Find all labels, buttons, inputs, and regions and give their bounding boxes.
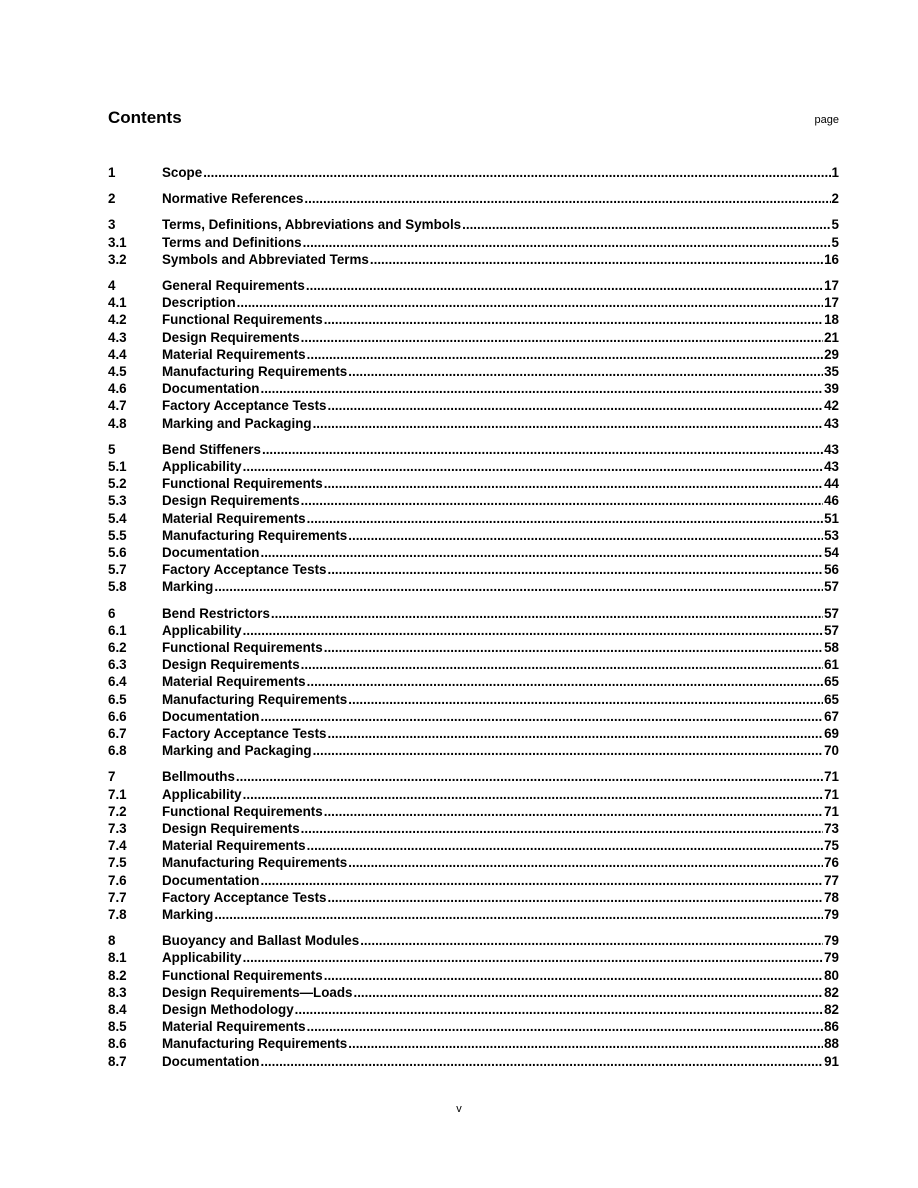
toc-entry-number: 8 <box>108 933 116 948</box>
toc-entry-page: 75 <box>824 838 839 853</box>
toc-entry-number: 3 <box>108 217 116 232</box>
toc-leader-dots <box>348 364 823 380</box>
toc-leader-dots <box>262 442 823 458</box>
toc-entry-title: Design Methodology <box>162 1002 294 1017</box>
toc-entry-number: 7.2 <box>108 804 127 819</box>
toc-entry[interactable] <box>108 579 839 595</box>
toc-entry[interactable] <box>108 416 839 432</box>
toc-entry[interactable] <box>108 217 839 233</box>
toc-entry-page: 57 <box>824 579 839 594</box>
toc-entry-page: 79 <box>824 933 839 948</box>
toc-entry-number: 8.6 <box>108 1036 127 1051</box>
toc-entry-page: 67 <box>824 709 839 724</box>
toc-entry-title: Material Requirements <box>162 511 306 526</box>
toc-entry-page: 18 <box>824 312 839 327</box>
toc-leader-dots <box>214 907 823 923</box>
toc-entry-page: 69 <box>824 726 839 741</box>
toc-leader-dots <box>307 674 823 690</box>
toc-entry-page: 71 <box>824 769 839 784</box>
toc-leader-dots <box>304 191 830 207</box>
toc-entry-number: 7.3 <box>108 821 127 836</box>
toc-entry[interactable] <box>108 838 839 854</box>
toc-entry-number: 5.8 <box>108 579 127 594</box>
toc-entry-title: Marking <box>162 907 214 922</box>
page-column-label: page <box>814 114 839 126</box>
toc-entry[interactable] <box>108 743 839 759</box>
toc-entry-number: 4 <box>108 278 116 293</box>
toc-entry-title: Documentation <box>162 709 260 724</box>
toc-entry-page: 86 <box>824 1019 839 1034</box>
toc-entry-number: 4.3 <box>108 330 127 345</box>
toc-entry[interactable] <box>108 545 839 561</box>
toc-entry-page: 61 <box>824 657 839 672</box>
toc-entry-title: Functional Requirements <box>162 804 323 819</box>
toc-entry-number: 7.6 <box>108 873 127 888</box>
toc-leader-dots <box>301 330 823 346</box>
toc-entry-page: 35 <box>824 364 839 379</box>
toc-entry-page: 79 <box>824 907 839 922</box>
toc-entry-number: 5.4 <box>108 511 127 526</box>
toc-leader-dots <box>260 1054 823 1070</box>
toc-entry-page: 57 <box>824 623 839 638</box>
toc-entry-number: 4.8 <box>108 416 127 431</box>
toc-entry[interactable] <box>108 1054 839 1070</box>
toc-entry-number: 6.1 <box>108 623 127 638</box>
toc-entry-number: 4.1 <box>108 295 127 310</box>
toc-entry-title: Buoyancy and Ballast Modules <box>162 933 360 948</box>
toc-entry-number: 7.8 <box>108 907 127 922</box>
toc-leader-dots <box>327 890 823 906</box>
toc-entry-title: Functional Requirements <box>162 476 323 491</box>
toc-entry[interactable] <box>108 787 839 803</box>
toc-entry[interactable] <box>108 640 839 656</box>
toc-leader-dots <box>307 347 823 363</box>
toc-entry-title: Manufacturing Requirements <box>162 528 348 543</box>
toc-entry-number: 5.6 <box>108 545 127 560</box>
toc-entry[interactable] <box>108 235 839 251</box>
toc-entry-page: 21 <box>824 330 839 345</box>
toc-entry-page: 76 <box>824 855 839 870</box>
toc-leader-dots <box>313 416 824 432</box>
toc-entry[interactable] <box>108 398 839 414</box>
toc-leader-dots <box>214 579 823 595</box>
toc-entry[interactable] <box>108 623 839 639</box>
toc-entry-number: 6.2 <box>108 640 127 655</box>
toc-entry[interactable] <box>108 873 839 889</box>
toc-entry-page: 58 <box>824 640 839 655</box>
toc-entry-title: Factory Acceptance Tests <box>162 562 327 577</box>
toc-entry-title: Manufacturing Requirements <box>162 692 348 707</box>
toc-leader-dots <box>327 726 823 742</box>
toc-entry[interactable] <box>108 606 839 622</box>
toc-entry-page: 42 <box>824 398 839 413</box>
toc-entry-title: Applicability <box>162 950 242 965</box>
toc-entry-number: 4.2 <box>108 312 127 327</box>
toc-leader-dots <box>327 398 823 414</box>
toc-entry[interactable] <box>108 657 839 673</box>
toc-entry-number: 6.3 <box>108 657 127 672</box>
toc-leader-dots <box>260 709 823 725</box>
toc-entry-number: 3.2 <box>108 252 127 267</box>
toc-entry-number: 1 <box>108 165 116 180</box>
toc-entry-title: Bend Restrictors <box>162 606 270 621</box>
toc-entry-number: 2 <box>108 191 116 206</box>
toc-entry[interactable] <box>108 950 839 966</box>
toc-entry-number: 8.1 <box>108 950 127 965</box>
toc-leader-dots <box>203 165 830 181</box>
toc-entry[interactable] <box>108 709 839 725</box>
toc-leader-dots <box>360 933 823 949</box>
toc-entry-number: 6.5 <box>108 692 127 707</box>
toc-entry-number: 7.5 <box>108 855 127 870</box>
toc-leader-dots <box>324 804 823 820</box>
toc-entry[interactable] <box>108 1002 839 1018</box>
toc-entry[interactable] <box>108 252 839 268</box>
toc-entry-title: Material Requirements <box>162 674 306 689</box>
toc-entry-title: Design Requirements <box>162 821 300 836</box>
toc-entry-page: 17 <box>824 278 839 293</box>
toc-leader-dots <box>324 968 823 984</box>
toc-leader-dots <box>353 985 823 1001</box>
toc-entry-number: 7.7 <box>108 890 127 905</box>
toc-entry-title: Documentation <box>162 545 260 560</box>
toc-entry[interactable] <box>108 985 839 1001</box>
toc-entry[interactable] <box>108 674 839 690</box>
toc-entry-title: Documentation <box>162 873 260 888</box>
toc-leader-dots <box>243 459 823 475</box>
toc-entry-title: Marking <box>162 579 214 594</box>
toc-entry[interactable] <box>108 191 839 207</box>
toc-entry[interactable] <box>108 347 839 363</box>
toc-entry-title: Symbols and Abbreviated Terms <box>162 252 369 267</box>
toc-leader-dots <box>370 252 823 268</box>
toc-entry-number: 6.8 <box>108 743 127 758</box>
toc-leader-dots <box>313 743 824 759</box>
toc-entry-title: Design Requirements <box>162 657 300 672</box>
toc-entry-number: 6.6 <box>108 709 127 724</box>
toc-entry[interactable] <box>108 769 839 785</box>
toc-entry-title: Design Requirements <box>162 330 300 345</box>
toc-entry-number: 7.1 <box>108 787 127 802</box>
toc-entry[interactable] <box>108 726 839 742</box>
toc-entry-page: 1 <box>831 165 839 180</box>
toc-entry-title: Marking and Packaging <box>162 416 312 431</box>
toc-entry-page: 56 <box>824 562 839 577</box>
toc-entry-title: Manufacturing Requirements <box>162 855 348 870</box>
toc-entry-number: 4.4 <box>108 347 127 362</box>
toc-leader-dots <box>348 855 823 871</box>
toc-entry-title: Applicability <box>162 459 242 474</box>
toc-entry[interactable] <box>108 890 839 906</box>
toc-leader-dots <box>301 493 823 509</box>
toc-entry-number: 5.3 <box>108 493 127 508</box>
toc-entry-number: 8.3 <box>108 985 127 1000</box>
toc-leader-dots <box>243 623 823 639</box>
toc-entry-title: Material Requirements <box>162 838 306 853</box>
toc-entry-page: 80 <box>824 968 839 983</box>
toc-entry-page: 17 <box>824 295 839 310</box>
toc-leader-dots <box>303 235 831 251</box>
toc-entry-page: 73 <box>824 821 839 836</box>
toc-entry-page: 70 <box>824 743 839 758</box>
toc-entry-title: Manufacturing Requirements <box>162 364 348 379</box>
toc-leader-dots <box>327 562 823 578</box>
toc-entry-title: Functional Requirements <box>162 312 323 327</box>
toc-entry-number: 6 <box>108 606 116 621</box>
toc-leader-dots <box>301 821 823 837</box>
toc-entry-page: 82 <box>824 985 839 1000</box>
toc-entry-title: Terms, Definitions, Abbreviations and Symbols <box>162 217 462 232</box>
toc-entry-title: Description <box>162 295 236 310</box>
toc-leader-dots <box>462 217 830 233</box>
toc-entry-page: 51 <box>824 511 839 526</box>
toc-entry-number: 5.2 <box>108 476 127 491</box>
toc-entry-page: 77 <box>824 873 839 888</box>
toc-entry-page: 65 <box>824 692 839 707</box>
toc-entry-number: 5 <box>108 442 116 457</box>
toc-leader-dots <box>236 769 823 785</box>
toc-leader-dots <box>348 1036 823 1052</box>
toc-entry-page: 2 <box>831 191 839 206</box>
toc-entry[interactable] <box>108 528 839 544</box>
toc-entry-title: Material Requirements <box>162 347 306 362</box>
toc-entry-number: 8.5 <box>108 1019 127 1034</box>
toc-leader-dots <box>271 606 823 622</box>
toc-leader-dots <box>237 295 823 311</box>
toc-leader-dots <box>324 476 823 492</box>
toc-entry-title: Documentation <box>162 381 260 396</box>
toc-entry[interactable] <box>108 278 839 294</box>
toc-entry-title: Normative References <box>162 191 304 206</box>
toc-entry[interactable] <box>108 907 839 923</box>
toc-entry[interactable] <box>108 968 839 984</box>
toc-entry-page: 54 <box>824 545 839 560</box>
toc-entry-page: 43 <box>824 416 839 431</box>
toc-entry-page: 29 <box>824 347 839 362</box>
toc-leader-dots <box>301 657 823 673</box>
toc-entry-number: 6.7 <box>108 726 127 741</box>
toc-leader-dots <box>295 1002 823 1018</box>
toc-entry-page: 43 <box>824 459 839 474</box>
toc-leader-dots <box>306 278 823 294</box>
toc-entry-title: Bend Stiffeners <box>162 442 261 457</box>
toc-entry[interactable] <box>108 476 839 492</box>
toc-entry[interactable] <box>108 442 839 458</box>
toc-entry-title: Material Requirements <box>162 1019 306 1034</box>
toc-entry-title: Functional Requirements <box>162 968 323 983</box>
toc-entry-number: 5.7 <box>108 562 127 577</box>
toc-entry-page: 82 <box>824 1002 839 1017</box>
toc-entry-number: 8.7 <box>108 1054 127 1069</box>
toc-entry-title: Terms and Definitions <box>162 235 302 250</box>
toc-entry-page: 65 <box>824 674 839 689</box>
toc-entry-title: Factory Acceptance Tests <box>162 726 327 741</box>
toc-entry-page: 79 <box>824 950 839 965</box>
toc-entry-number: 7 <box>108 769 116 784</box>
toc-leader-dots <box>324 640 823 656</box>
toc-entry[interactable] <box>108 855 839 871</box>
toc-entry-title: Manufacturing Requirements <box>162 1036 348 1051</box>
toc-entry-number: 6.4 <box>108 674 127 689</box>
toc-entry[interactable] <box>108 459 839 475</box>
toc-entry-number: 8.4 <box>108 1002 127 1017</box>
toc-entry[interactable] <box>108 804 839 820</box>
toc-entry[interactable] <box>108 511 839 527</box>
toc-entry-number: 5.5 <box>108 528 127 543</box>
toc-leader-dots <box>260 381 823 397</box>
page-number: v <box>456 1103 462 1115</box>
toc-leader-dots <box>307 1019 823 1035</box>
toc-entry-page: 46 <box>824 493 839 508</box>
toc-entry[interactable] <box>108 821 839 837</box>
toc-entry-page: 43 <box>824 442 839 457</box>
toc-entry[interactable] <box>108 381 839 397</box>
toc-entry-page: 53 <box>824 528 839 543</box>
toc-entry-page: 71 <box>824 787 839 802</box>
toc-leader-dots <box>324 312 823 328</box>
toc-entry-page: 78 <box>824 890 839 905</box>
toc-entry-title: Bellmouths <box>162 769 235 784</box>
toc-entry-title: Functional Requirements <box>162 640 323 655</box>
toc-entry[interactable] <box>108 1036 839 1052</box>
toc-entry-page: 88 <box>824 1036 839 1051</box>
toc-entry[interactable] <box>108 933 839 949</box>
toc-entry-page: 57 <box>824 606 839 621</box>
toc-entry-page: 44 <box>824 476 839 491</box>
toc-entry-title: Marking and Packaging <box>162 743 312 758</box>
toc-entry-title: Scope <box>162 165 203 180</box>
toc-entry-title: Factory Acceptance Tests <box>162 890 327 905</box>
toc-entry-number: 8.2 <box>108 968 127 983</box>
toc-entry-number: 5.1 <box>108 459 127 474</box>
toc-entry[interactable] <box>108 692 839 708</box>
toc-entry-page: 5 <box>831 235 839 250</box>
toc-entry[interactable] <box>108 295 839 311</box>
toc-leader-dots <box>348 528 823 544</box>
toc-entry-title: Design Requirements—Loads <box>162 985 353 1000</box>
toc-entry[interactable] <box>108 364 839 380</box>
toc-leader-dots <box>307 838 823 854</box>
toc-leader-dots <box>348 692 823 708</box>
toc-leader-dots <box>243 787 823 803</box>
toc-entry-title: Factory Acceptance Tests <box>162 398 327 413</box>
contents-heading <box>108 108 839 132</box>
page-title: Contents <box>108 108 182 127</box>
toc-entry[interactable] <box>108 312 839 328</box>
toc-leader-dots <box>243 950 823 966</box>
toc-entry-number: 4.5 <box>108 364 127 379</box>
toc-entry-page: 71 <box>824 804 839 819</box>
toc-entry-title: Applicability <box>162 623 242 638</box>
toc-leader-dots <box>307 511 823 527</box>
toc-entry-title: Design Requirements <box>162 493 300 508</box>
toc-entry-number: 4.6 <box>108 381 127 396</box>
toc-entry[interactable] <box>108 165 839 181</box>
toc-entry-page: 5 <box>831 217 839 232</box>
toc-entry-number: 3.1 <box>108 235 127 250</box>
toc-entry-page: 91 <box>824 1054 839 1069</box>
toc-entry-page: 16 <box>824 252 839 267</box>
toc-entry-title: Applicability <box>162 787 242 802</box>
toc-entry[interactable] <box>108 1019 839 1035</box>
toc-entry-number: 7.4 <box>108 838 127 853</box>
toc-entry[interactable] <box>108 562 839 578</box>
toc-entry-page: 39 <box>824 381 839 396</box>
toc-leader-dots <box>260 873 823 889</box>
toc-entry[interactable] <box>108 493 839 509</box>
toc-entry-title: Documentation <box>162 1054 260 1069</box>
toc-entry-number: 4.7 <box>108 398 127 413</box>
toc-entry-title: General Requirements <box>162 278 305 293</box>
toc-leader-dots <box>260 545 823 561</box>
toc-entry[interactable] <box>108 330 839 346</box>
